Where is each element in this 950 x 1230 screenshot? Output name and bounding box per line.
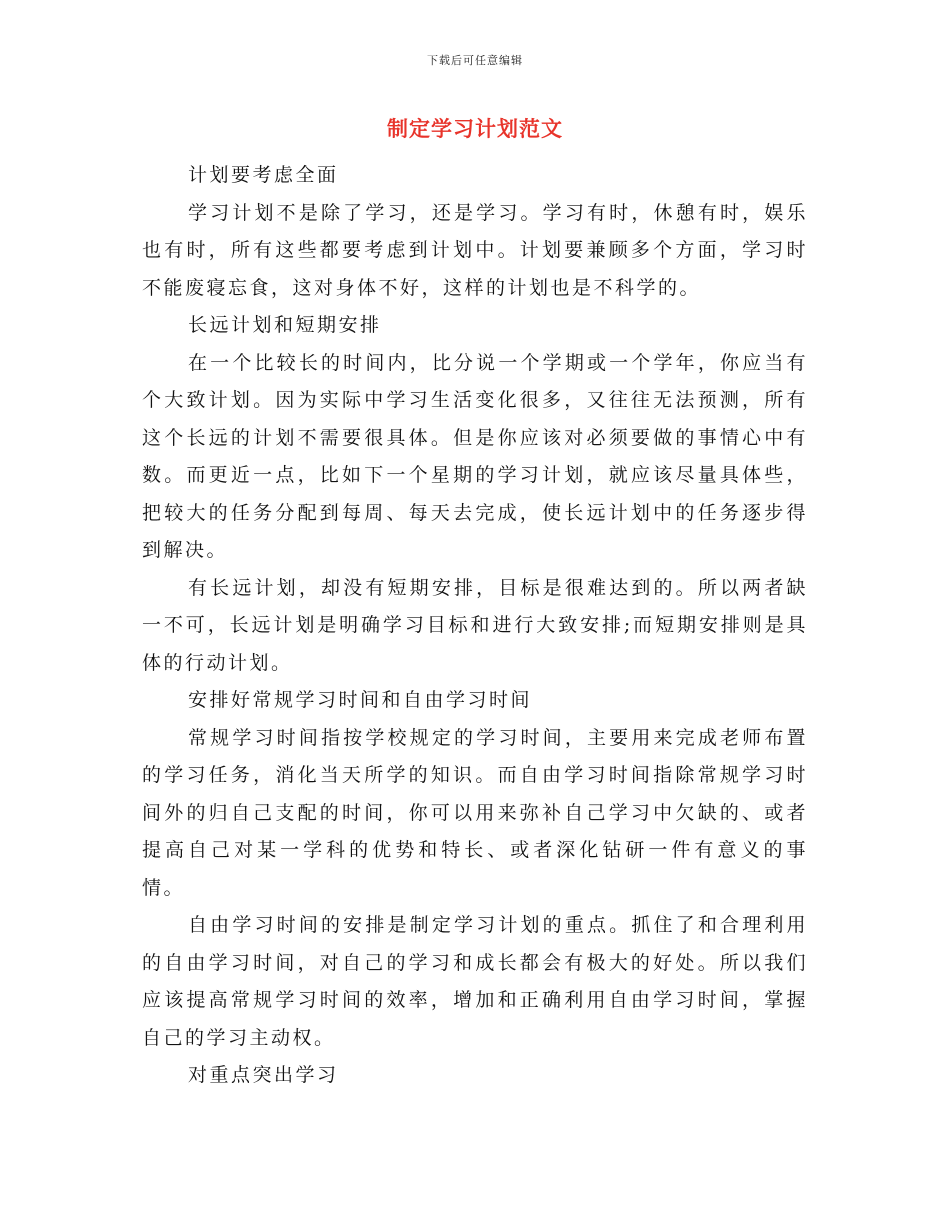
paragraph-comprehensive: 学习计划不是除了学习，还是学习。学习有时，休憩有时，娱乐也有时，所有这些都要考虑到计划中。计划要兼顾多个方面，学习时不能废寝忘食，这对身体不好，这样的计划也是不科学的。 — [142, 201, 808, 299]
paragraph-regular-free-time: 常规学习时间指按学校规定的学习时间，主要用来完成老师布置的学习任务，消化当天所学的知识。而自由学习时间指除常规学习时间外的归自己支配的时间，你可以用来弥补自己学习中欠缺的、或者提高自己对某一学科的优势和特长、或者深化钻研一件有意义的事情。 — [142, 726, 808, 899]
paragraph-short-term-plan: 有长远计划，却没有短期安排，目标是很难达到的。所以两者缺一不可，长远计划是明确学习目标和进行大致安排;而短期安排则是具体的行动计划。 — [142, 576, 808, 674]
document-title: 制定学习计划范文 — [387, 116, 563, 141]
section-heading-comprehensive: 计划要考虑全面 — [188, 164, 339, 186]
section-heading-long-short-term: 长远计划和短期安排 — [188, 314, 382, 336]
section-heading-regular-free-time: 安排好常规学习时间和自由学习时间 — [188, 689, 533, 711]
section-heading-focus: 对重点突出学习 — [188, 1064, 339, 1086]
paragraph-long-term-plan: 在一个比较长的时间内，比分说一个学期或一个学年，你应当有个大致计划。因为实际中学习生活变化很多，又往往无法预测，所有这个长远的计划不需要很具体。但是你应该对必须要做的事情心中有数。而更近一点，比如下一个星期的学习计划，就应该尽量具体些，把较大的任务分配到每周、每天去完成，使长远计划中的任务逐步得到解决。 — [142, 351, 808, 561]
document-body — [142, 157, 808, 1095]
page-header-note: 下载后可任意编辑 — [427, 54, 523, 67]
paragraph-free-time-priority: 自由学习时间的安排是制定学习计划的重点。抓住了和合理利用的自由学习时间，对自己的学习和成长都会有极大的好处。所以我们应该提高常规学习时间的效率，增加和正确利用自由学习时间，掌握自己的学习主动权。 — [142, 914, 808, 1049]
